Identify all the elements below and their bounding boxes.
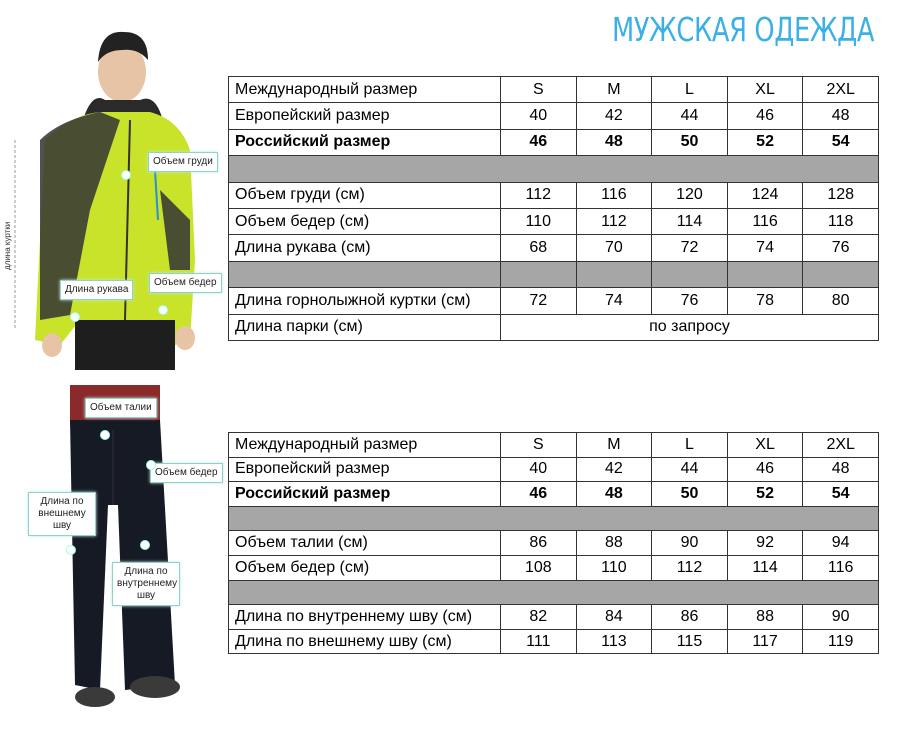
table-cell: 42 (576, 457, 652, 482)
row-label: Европейский размер (229, 457, 501, 482)
table-cell: 48 (576, 129, 652, 155)
row-label: Объем бедер (см) (229, 208, 501, 234)
table-cell: 72 (501, 288, 577, 314)
jacket-length-label: длина куртки (3, 221, 12, 270)
size-cell: S (501, 433, 577, 458)
jacket-model-figure (0, 20, 225, 370)
pants-model-figure (0, 385, 225, 730)
table-cell: 72 (652, 235, 728, 261)
sleeve-callout: Длина рукава (60, 280, 133, 300)
jacket-hips-point (158, 305, 168, 315)
table-cell: 42 (576, 103, 652, 129)
size-cell: 2XL (803, 77, 879, 103)
table-cell: 120 (652, 182, 728, 208)
size-cell: M (576, 433, 652, 458)
table-cell: 54 (803, 482, 879, 507)
chest-point (121, 170, 131, 180)
jacket-size-table (228, 76, 879, 341)
table-cell: 86 (501, 531, 577, 556)
chest-callout: Объем груди (148, 152, 218, 172)
table-row (229, 77, 879, 103)
size-cell: M (576, 77, 652, 103)
table-row (229, 235, 879, 261)
row-label: Длина парки (см) (229, 314, 501, 340)
table-cell: 48 (803, 457, 879, 482)
table-cell: 118 (803, 208, 879, 234)
table-cell: 76 (803, 235, 879, 261)
table-cell: 116 (803, 555, 879, 580)
table-cell: 92 (727, 531, 803, 556)
inner-seam-callout: Длина по внутреннему шву (112, 562, 180, 606)
table-cell: 76 (652, 288, 728, 314)
table-cell: 40 (501, 457, 577, 482)
table-row (229, 457, 879, 482)
table-row (229, 129, 879, 155)
table-cell: 52 (727, 482, 803, 507)
size-cell: XL (727, 433, 803, 458)
pants-hips-point (146, 460, 156, 470)
table-cell: 111 (501, 629, 577, 654)
table-cell: 117 (727, 629, 803, 654)
separator-row (229, 580, 879, 605)
row-label: Длина по внешнему шву (см) (229, 629, 501, 654)
table-row (229, 482, 879, 507)
row-label: Длина горнолыжной куртки (см) (229, 288, 501, 314)
table-cell: 44 (652, 457, 728, 482)
table-row (229, 629, 879, 654)
table-cell: 124 (727, 182, 803, 208)
table-cell: 74 (727, 235, 803, 261)
table-cell: 113 (576, 629, 652, 654)
pants-size-table (228, 432, 879, 654)
table-cell: 46 (501, 129, 577, 155)
table-cell: 82 (501, 605, 577, 630)
separator-row (229, 261, 879, 287)
table-cell: 46 (501, 482, 577, 507)
row-label: Международный размер (229, 433, 501, 458)
table-cell: 84 (576, 605, 652, 630)
table-cell: 54 (803, 129, 879, 155)
waist-point (100, 430, 110, 440)
outer-seam-point (66, 545, 76, 555)
table-row (229, 555, 879, 580)
table-row (229, 531, 879, 556)
sleeve-point (70, 312, 80, 322)
table-cell: 114 (652, 208, 728, 234)
table-cell: 70 (576, 235, 652, 261)
table-cell: 112 (652, 555, 728, 580)
table-row (229, 103, 879, 129)
table-cell: 128 (803, 182, 879, 208)
size-cell: L (652, 433, 728, 458)
table-cell: 78 (727, 288, 803, 314)
table-cell: 48 (803, 103, 879, 129)
table-cell: 115 (652, 629, 728, 654)
table-cell: 88 (727, 605, 803, 630)
row-label: Российский размер (229, 482, 501, 507)
size-cell: S (501, 77, 577, 103)
table-cell: 52 (727, 129, 803, 155)
table-cell: 116 (576, 182, 652, 208)
table-cell: 116 (727, 208, 803, 234)
table-cell: 112 (501, 182, 577, 208)
separator-row (229, 156, 879, 182)
table-cell: 48 (576, 482, 652, 507)
table-cell: 44 (652, 103, 728, 129)
table-cell: 90 (652, 531, 728, 556)
parka-value: по запросу (501, 314, 879, 340)
table-cell: 40 (501, 103, 577, 129)
inner-seam-point (140, 540, 150, 550)
table-cell: 108 (501, 555, 577, 580)
row-label: Международный размер (229, 77, 501, 103)
table-row (229, 433, 879, 458)
table-cell: 80 (803, 288, 879, 314)
table-cell: 110 (501, 208, 577, 234)
table-cell: 94 (803, 531, 879, 556)
table-cell: 46 (727, 103, 803, 129)
table-cell: 114 (727, 555, 803, 580)
jacket-hips-callout: Объем бедер (149, 273, 222, 293)
row-label: Объем груди (см) (229, 182, 501, 208)
table-row (229, 314, 879, 340)
size-cell: 2XL (803, 433, 879, 458)
table-cell: 88 (576, 531, 652, 556)
row-label: Длина по внутреннему шву (см) (229, 605, 501, 630)
size-cell: XL (727, 77, 803, 103)
table-row (229, 605, 879, 630)
row-label: Европейский размер (229, 103, 501, 129)
page-title: МУЖСКАЯ ОДЕЖДА (611, 10, 874, 49)
table-cell: 74 (576, 288, 652, 314)
table-cell: 110 (576, 555, 652, 580)
row-label: Объем бедер (см) (229, 555, 501, 580)
table-cell: 68 (501, 235, 577, 261)
row-label: Российский размер (229, 129, 501, 155)
size-cell: L (652, 77, 728, 103)
table-cell: 50 (652, 129, 728, 155)
row-label: Длина рукава (см) (229, 235, 501, 261)
table-row (229, 208, 879, 234)
waist-callout: Объем талии (85, 398, 157, 418)
row-label: Объем талии (см) (229, 531, 501, 556)
table-row (229, 182, 879, 208)
table-cell: 112 (576, 208, 652, 234)
table-cell: 90 (803, 605, 879, 630)
separator-row (229, 506, 879, 531)
table-row (229, 288, 879, 314)
table-cell: 119 (803, 629, 879, 654)
table-cell: 46 (727, 457, 803, 482)
table-cell: 50 (652, 482, 728, 507)
outer-seam-callout: Длина по внешнему шву (28, 492, 96, 536)
table-cell: 86 (652, 605, 728, 630)
pants-hips-callout: Объем бедер (150, 463, 223, 483)
